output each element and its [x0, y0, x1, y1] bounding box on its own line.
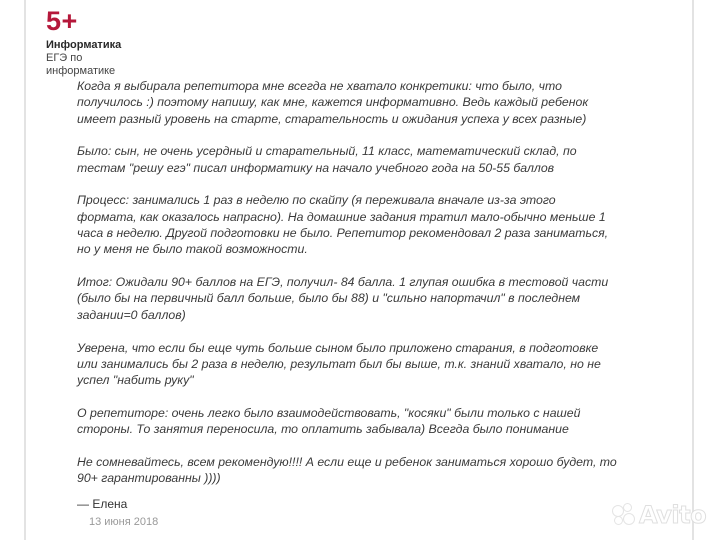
review-author: — Елена [77, 497, 128, 511]
review-text [77, 78, 617, 503]
review-paragraph: Уверена, что если бы еще чуть больше сыном было приложено старания, в подготовке или занимались бы 2 раза в неделю, результат был бы выше, т.к. знаний хватало, но не успел "набить руку" [77, 340, 601, 388]
avito-watermark [612, 498, 712, 532]
course-label: ЕГЭ по информатике [46, 52, 116, 77]
grade-badge: 5+ [46, 6, 78, 36]
avito-watermark-text: Avito [639, 501, 707, 529]
review-date: 13 июня 2018 [89, 516, 159, 528]
review-paragraph: Было: сын, не очень усердный и старательный, 11 класс, математический склад, по тестам "решу егэ" писал информатику на начало учебного года на 50-55 баллов [77, 144, 577, 175]
avito-dots-icon [612, 503, 636, 527]
review-paragraph: Когда я выбирала репетитора мне всегда не хватало конкретики: что было, что получилось :) поэтому напишу, как мне, кажется информативно. Ведь каждый ребенок имеет разный уровень на старте, старательность и ожидания успеха у всех разные) [77, 79, 589, 126]
subject-title: Информатика [46, 39, 122, 51]
review-paragraph: Не сомневайтесь, всем рекомендую!!!! А если еще и ребенок заниматься хорошо будет, то 90+ гарантированны )))) [77, 455, 617, 486]
review-paragraph: Процесс: занимались 1 раз в неделю по скайпу (я переживала вначале из-за этого формата, как оказалось напрасно). На домашние задания тратил мало-обычно меньше 1 часа в неделю. Другой подготовки не было. Репетитор рекомендовал 2 раза заниматься, но у меня не было такой возможности. [77, 193, 609, 257]
review-paragraph: Итог: Ожидали 90+ баллов на ЕГЭ, получил- 84 балла. 1 глупая ошибка в тестовой части (было бы на первичный балл больше, было бы 88) и "сильно напортачил" в последнем задании=0 баллов) [77, 275, 609, 322]
review-paragraph: О репетиторе: очень легко было взаимодействовать, "косяки" были только с нашей стороны. То занятия переносила, то оплатить забывала) Всегда было понимание [77, 405, 581, 437]
